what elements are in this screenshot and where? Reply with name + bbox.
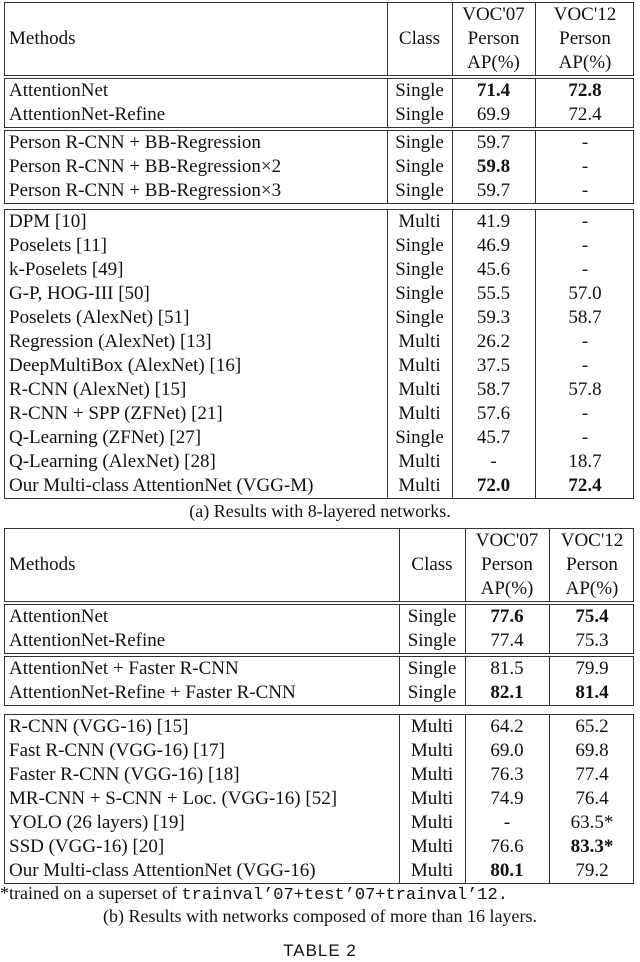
method-cell: Person R-CNN + BB-Regression×3 [9,180,282,201]
table-caption: (b) Results with networks composed of more than 16 layers. [103,906,537,926]
voc12-ap-cell: 58.7 [568,307,602,328]
voc12-ap-cell: 81.4 [575,682,609,703]
table-row [5,763,633,787]
footnote-text: *trained on a superset of [0,883,182,903]
class-cell: Multi [410,836,454,857]
voc07-ap-cell: 71.4 [476,80,511,101]
table-row [5,835,633,859]
voc12-ap-cell: - [581,132,589,153]
table-group [4,714,634,884]
class-cell: Single [407,682,457,703]
table-label: TABLE 2 [283,941,357,960]
header-voc07: Person [481,554,533,575]
voc12-ap-cell: - [581,427,589,448]
method-cell: Our Multi-class AttentionNet (VGG-M) [9,475,314,496]
table-row [5,450,633,474]
table-row [5,787,633,811]
table-group [4,604,634,654]
method-cell: Person R-CNN + BB-Regression [9,132,261,153]
footnote [0,882,508,907]
voc12-ap-cell: - [581,259,589,280]
voc12-ap-cell: - [581,235,589,256]
class-cell: Single [395,104,444,125]
class-cell: Single [395,180,444,201]
class-cell: Multi [410,716,454,737]
voc12-ap-cell: 69.8 [575,740,609,761]
voc07-ap-cell: 69.9 [476,104,511,125]
class-cell: Multi [398,331,441,352]
voc12-ap-cell: - [581,180,589,201]
method-cell: Our Multi-class AttentionNet (VGG-16) [9,860,316,881]
header-voc12: VOC'12 [560,530,624,551]
method-cell: Q-Learning (AlexNet) [28] [9,451,216,472]
method-cell: Poselets [11] [9,235,107,256]
table-row [5,657,633,681]
voc12-ap-cell: 18.7 [568,451,602,472]
table-row [5,378,633,402]
voc07-ap-cell: 46.9 [476,235,511,256]
table-row [5,103,633,127]
class-cell: Single [395,235,444,256]
method-cell: Poselets (AlexNet) [51] [9,307,190,328]
class-cell: Single [395,427,444,448]
voc12-ap-cell: 57.0 [568,283,602,304]
method-cell: Faster R-CNN (VGG-16) [18] [9,764,240,785]
table-row [5,426,633,450]
table-row [5,811,633,835]
voc12-ap-cell: 75.4 [575,606,609,627]
class-cell: Multi [398,451,441,472]
header-methods: Methods [9,28,76,49]
table-header [4,528,634,602]
voc07-ap-cell: 76.3 [490,764,524,785]
class-cell: Single [395,156,444,177]
table-row [5,474,633,498]
voc07-ap-cell: 55.5 [476,283,511,304]
header-voc12: Person [566,554,618,575]
voc12-ap-cell: 63.5* [570,812,614,833]
voc07-ap-cell: 37.5 [476,355,511,376]
header-class: Class [398,28,441,49]
voc12-ap-cell: 77.4 [575,764,609,785]
voc07-ap-cell: 59.7 [476,180,511,201]
voc12-ap-cell: 75.3 [575,630,609,651]
voc12-ap-cell: 72.8 [568,80,602,101]
header-voc07: VOC'07 [462,4,525,25]
table-row [5,179,633,203]
class-cell: Single [395,80,444,101]
voc12-ap-cell: - [581,331,589,352]
method-cell: R-CNN + SPP (ZFNet) [21] [9,403,223,424]
voc07-ap-cell: - [503,812,511,833]
voc07-ap-cell: 81.5 [490,658,524,679]
table-row [5,210,633,234]
footnote-code: trainval’07+test’07+trainval’12. [181,886,508,905]
voc12-ap-cell: - [581,156,589,177]
voc07-ap-cell: 58.7 [476,379,511,400]
table-row [5,629,633,653]
method-cell: R-CNN (VGG-16) [15] [9,716,189,737]
class-cell: Single [407,630,457,651]
method-cell: Regression (AlexNet) [13] [9,331,212,352]
table-row [5,681,633,705]
table-row [5,859,633,883]
voc12-ap-cell: 76.4 [575,788,609,809]
class-cell: Multi [410,788,454,809]
voc12-ap-cell: 83.3* [570,836,614,857]
table-row [5,402,633,426]
table-group [4,656,634,706]
table-row [5,282,633,306]
header-voc12: AP(%) [565,578,619,599]
table-caption: (a) Results with 8-layered networks. [189,501,451,521]
voc12-ap-cell: 79.2 [575,860,609,881]
method-cell: AttentionNet-Refine [9,104,166,125]
table-row [5,79,633,103]
method-cell: Fast R-CNN (VGG-16) [17] [9,740,225,761]
class-cell: Multi [398,355,441,376]
voc07-ap-cell: 77.4 [490,630,524,651]
table-row [5,715,633,739]
class-cell: Single [407,658,457,679]
voc07-ap-cell: 77.6 [490,606,524,627]
class-cell: Multi [398,211,441,232]
voc07-ap-cell: 82.1 [490,682,524,703]
table-row [5,155,633,179]
class-cell: Multi [410,764,454,785]
method-cell: Person R-CNN + BB-Regression×2 [9,156,282,177]
voc07-ap-cell: 74.9 [490,788,524,809]
voc07-ap-cell: 59.8 [476,156,511,177]
table-row [5,739,633,763]
method-cell: k-Poselets [49] [9,259,124,280]
method-cell: AttentionNet [9,606,109,627]
header-voc07: AP(%) [480,578,534,599]
class-cell: Single [407,606,457,627]
header-voc12: AP(%) [558,52,612,73]
table-row [5,330,633,354]
table-group [4,209,634,499]
class-cell: Single [395,283,444,304]
method-cell: AttentionNet [9,80,109,101]
class-cell: Multi [398,403,441,424]
voc07-ap-cell: - [490,451,497,472]
voc12-ap-cell: 65.2 [575,716,609,737]
method-cell: AttentionNet-Refine [9,630,166,651]
class-cell: Multi [410,812,454,833]
table-row [5,258,633,282]
voc12-ap-cell: 79.9 [575,658,609,679]
voc12-ap-cell: - [581,211,589,232]
class-cell: Single [395,307,444,328]
method-cell: SSD (VGG-16) [20] [9,836,165,857]
table-header [4,2,634,76]
class-cell: Multi [410,860,454,881]
method-cell: YOLO (26 layers) [19] [9,812,185,833]
class-cell: Multi [398,475,441,496]
voc12-ap-cell: 72.4 [568,475,602,496]
header-voc07: Person [467,28,520,49]
table-row [5,131,633,155]
table-row [5,306,633,330]
voc12-ap-cell: 57.8 [568,379,602,400]
table-row [5,234,633,258]
voc07-ap-cell: 64.2 [490,716,524,737]
voc07-ap-cell: 59.3 [476,307,511,328]
table-row [5,354,633,378]
method-cell: G-P, HOG-III [50] [9,283,150,304]
voc07-ap-cell: 26.2 [476,331,511,352]
method-cell: MR-CNN + S-CNN + Loc. (VGG-16) [52] [9,788,338,809]
table-row [5,605,633,629]
method-cell: DPM [10] [9,211,87,232]
voc07-ap-cell: 59.7 [476,132,511,153]
voc07-ap-cell: 76.6 [490,836,524,857]
header-methods: Methods [9,554,76,575]
header-voc12: Person [559,28,611,49]
header-voc07: VOC'07 [475,530,539,551]
voc07-ap-cell: 72.0 [476,475,511,496]
method-cell: AttentionNet-Refine + Faster R-CNN [9,682,296,703]
voc07-ap-cell: 45.6 [476,259,511,280]
class-cell: Single [395,259,444,280]
voc12-ap-cell: - [581,403,589,424]
method-cell: DeepMultiBox (AlexNet) [16] [9,355,242,376]
method-cell: Q-Learning (ZFNet) [27] [9,427,202,448]
class-cell: Multi [398,379,441,400]
voc07-ap-cell: 45.7 [476,427,511,448]
voc12-ap-cell: - [581,355,589,376]
table-group [4,130,634,204]
method-cell: AttentionNet + Faster R-CNN [9,658,239,679]
class-cell: Multi [410,740,454,761]
voc07-ap-cell: 41.9 [476,211,511,232]
class-cell: Single [395,132,444,153]
voc07-ap-cell: 69.0 [490,740,524,761]
table-group [4,78,634,128]
header-voc12: VOC'12 [553,4,617,25]
voc07-ap-cell: 57.6 [476,403,511,424]
header-class: Class [411,554,453,575]
method-cell: R-CNN (AlexNet) [15] [9,379,187,400]
header-voc07: AP(%) [467,52,520,73]
voc12-ap-cell: 72.4 [568,104,602,125]
voc07-ap-cell: 80.1 [490,860,524,881]
